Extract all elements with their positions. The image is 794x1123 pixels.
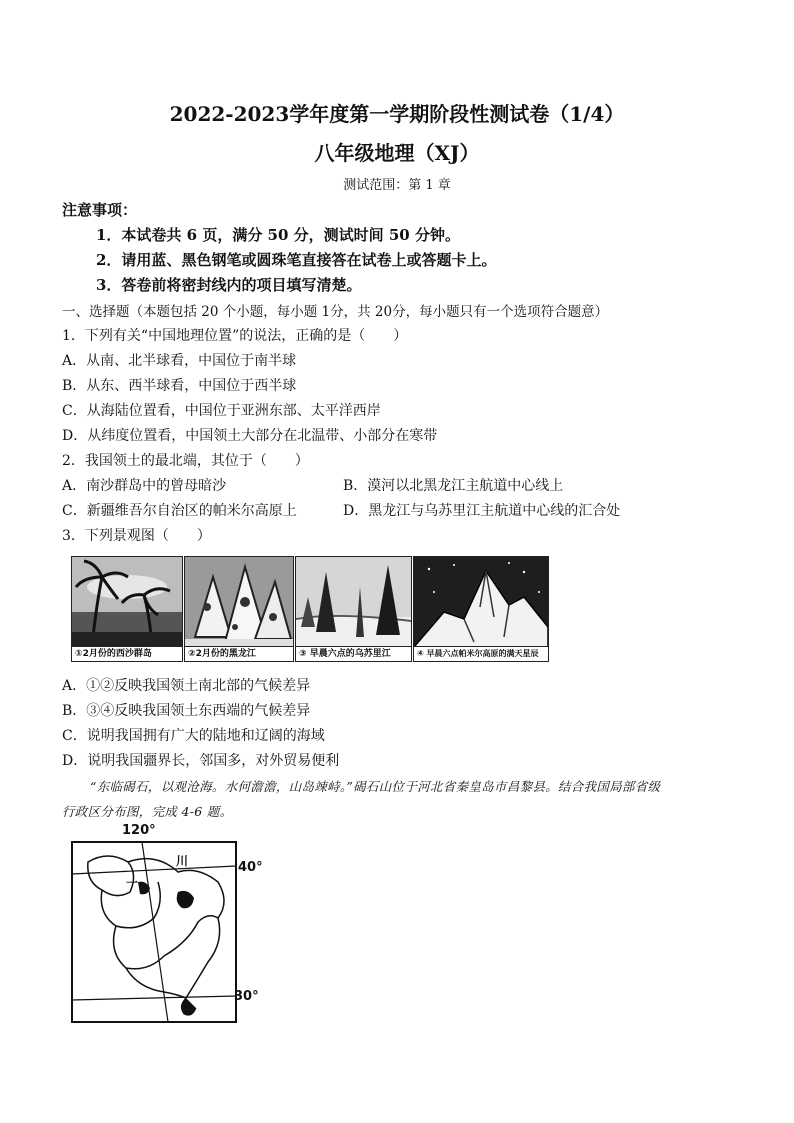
q1-option-b: B．从东、西半球看，中国位于西半球 bbox=[62, 378, 297, 394]
palm-beach-illustration bbox=[72, 557, 182, 647]
caption-1: ①2月份的西沙群岛 bbox=[72, 646, 183, 661]
photo-wusuli-river bbox=[295, 556, 412, 662]
q3-stem: 3．下列景观图（ ） bbox=[62, 528, 211, 544]
caption-4: ④ 早晨六点帕米尔高原的满天星辰 bbox=[414, 646, 549, 661]
q2-option-b: B．漠河以北黑龙江主航道中心线上 bbox=[343, 478, 564, 494]
q2-option-d: D．黑龙江与乌苏里江主航道中心线的汇合处 bbox=[343, 503, 621, 519]
q1-option-a: A．从南、北半球看，中国位于南半球 bbox=[62, 353, 297, 369]
latitude-label-bottom: 30° bbox=[234, 989, 259, 1004]
region-label-b: 川 bbox=[176, 854, 189, 868]
landscape-photos bbox=[71, 556, 549, 660]
passage-line-2: 行政区分布图，完成 4-6 题。 bbox=[62, 804, 233, 819]
test-scope: 测试范围：第 1 章 bbox=[343, 178, 451, 193]
q1-option-d: D．从纬度位置看，中国领土大部分在北温带、小部分在寒带 bbox=[62, 428, 438, 444]
caption-2: ②2月份的黑龙江 bbox=[185, 646, 294, 661]
caption-3: ③ 早晨六点的乌苏里江 bbox=[296, 646, 412, 661]
q1-option-c: C．从海陆位置看，中国位于亚洲东部、太平洋西岸 bbox=[62, 403, 381, 419]
q2-option-a: A．南沙群岛中的曾母暗沙 bbox=[62, 478, 227, 494]
photo-pamir-plateau bbox=[413, 556, 549, 662]
q3-option-b: B．③④反映我国领土东西端的气候差异 bbox=[62, 703, 311, 719]
notice-heading: 注意事项： bbox=[62, 201, 138, 219]
region-label-a: 一 bbox=[126, 876, 139, 890]
longitude-label: 120° bbox=[122, 823, 156, 838]
snow-forest-illustration bbox=[185, 557, 293, 647]
q1-stem: 1．下列有关“中国地理位置”的说法，正确的是（ ） bbox=[62, 328, 408, 344]
q2-stem: 2．我国领土的最北端，其位于（ ） bbox=[62, 453, 309, 469]
snow-mountain-illustration bbox=[414, 557, 548, 647]
exam-subject: 八年级地理（XJ） bbox=[314, 141, 480, 165]
passage-line-1: “东临碣石，以观沧海。水何澹澹，山岛竦峙。”碣石山位于河北省秦皇岛市昌黎县。结合我国局部省级 bbox=[90, 779, 661, 794]
latitude-label-top: 40° bbox=[238, 860, 263, 875]
q3-option-a: A．①②反映我国领土南北部的气候差异 bbox=[62, 678, 311, 694]
photo-xisha-islands bbox=[71, 556, 183, 662]
exam-title: 2022-2023学年度第一学期阶段性测试卷（1/4） bbox=[169, 102, 625, 126]
notice-item-1: 1．本试卷共 6 页，满分 50 分，测试时间 50 分钟。 bbox=[96, 226, 460, 244]
province-map bbox=[68, 822, 268, 1028]
q3-option-c: C．说明我国拥有广大的陆地和辽阔的海域 bbox=[62, 728, 325, 744]
river-trees-illustration bbox=[296, 557, 411, 647]
q3-option-d: D．说明我国疆界长，邻国多，对外贸易便利 bbox=[62, 753, 340, 769]
notice-item-3: 3．答卷前将密封线内的项目填写清楚。 bbox=[96, 276, 362, 294]
notice-item-2: 2．请用蓝、黑色钢笔或圆珠笔直接答在试卷上或答题卡上。 bbox=[96, 251, 497, 269]
section-heading: 一、选择题（本题包括 20 个小题，每小题 1分，共 20分，每小题只有一个选项符合题意） bbox=[62, 304, 609, 320]
photo-heilongjiang bbox=[184, 556, 294, 662]
q2-option-c: C．新疆维吾尔自治区的帕米尔高原上 bbox=[62, 503, 297, 519]
